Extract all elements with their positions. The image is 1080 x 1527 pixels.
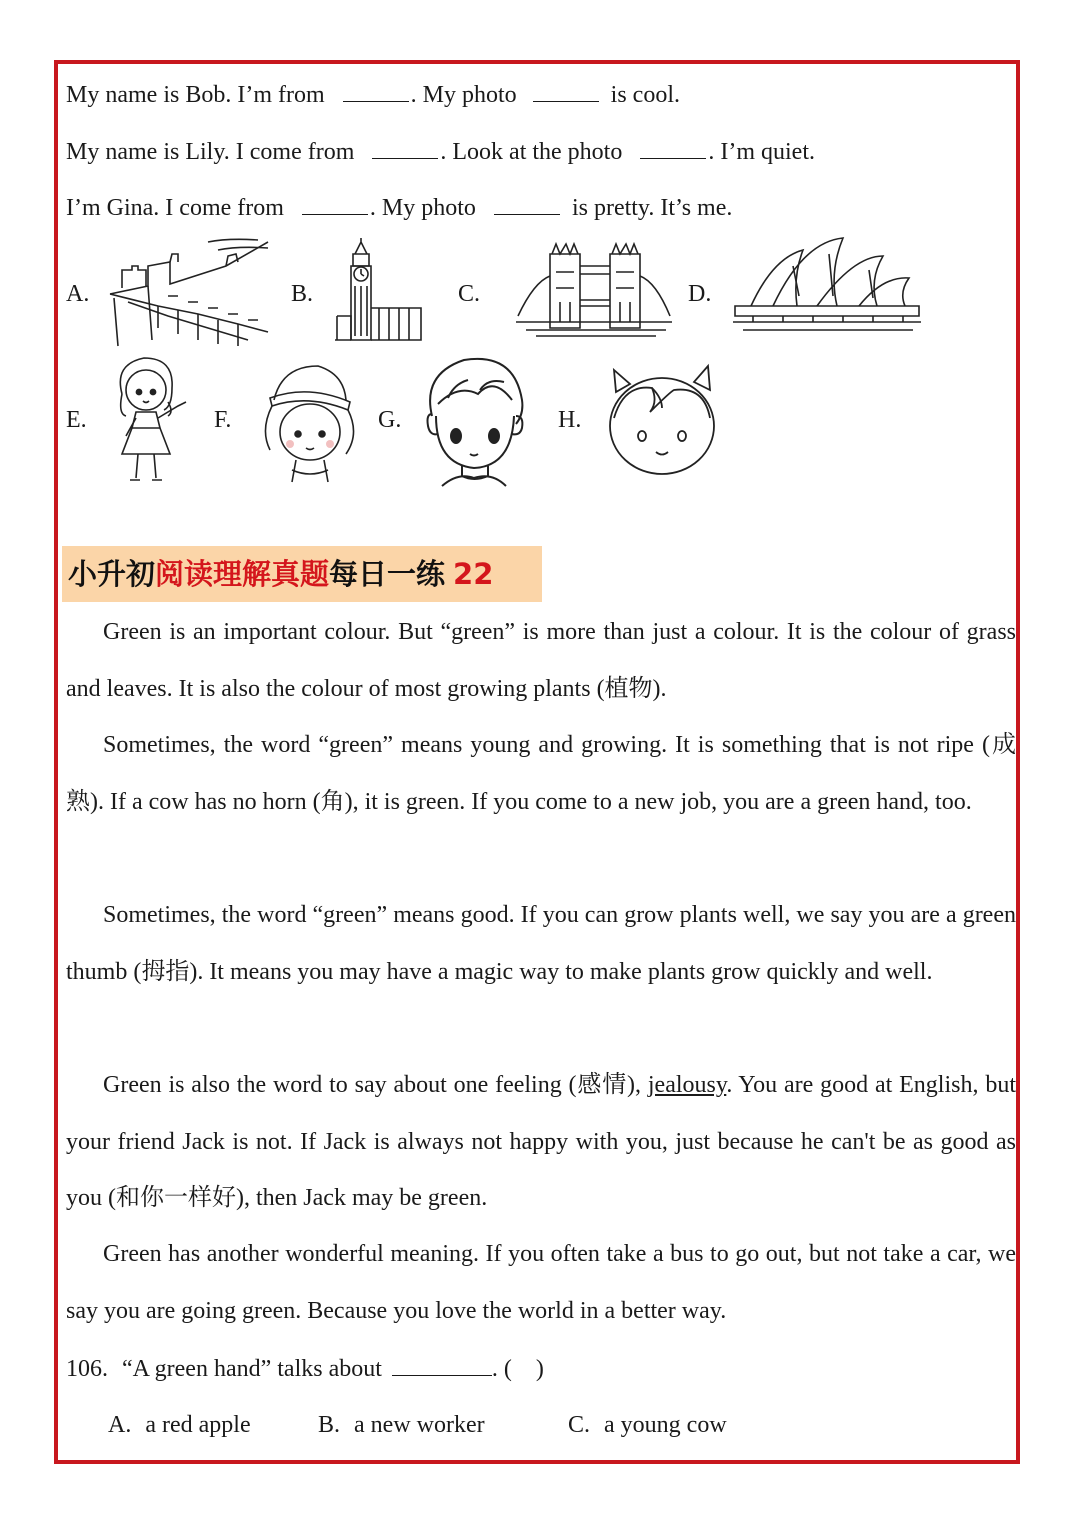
sentence-text: My name is Bob. I’m from — [66, 82, 325, 108]
girl-f-drawing — [256, 360, 356, 484]
paragraph-text: Green is an important colour. But “green” is more than just a colour. It is the colour of grass and leaves. It is also the colour of most growing plants (植物). — [66, 619, 1016, 702]
choice-text: a red apple — [145, 1412, 251, 1438]
match-sentence-1 — [66, 80, 680, 110]
sentence-text: My name is Lily. I come from — [66, 139, 355, 165]
choice-label: C. — [568, 1412, 591, 1438]
choice-label: B. — [318, 1412, 341, 1438]
question-number: 106. — [66, 1356, 108, 1382]
passage-paragraph-4 — [66, 1057, 1016, 1227]
answer-blank[interactable] — [640, 138, 706, 159]
option-label-d: D. — [688, 281, 712, 307]
sentence-text: I’m Gina. I come from — [66, 195, 284, 221]
girl-e-drawing — [108, 354, 194, 484]
option-label-e: E. — [66, 407, 87, 433]
heading-part: 每日一练 — [329, 557, 446, 591]
choice-text: a new worker — [354, 1412, 485, 1438]
option-label-b: B. — [291, 281, 314, 307]
option-label-h: H. — [558, 407, 582, 433]
answer-bracket[interactable]: . ( ) — [491, 1356, 544, 1382]
answer-blank[interactable] — [372, 138, 438, 159]
question-106 — [66, 1354, 544, 1384]
section-heading — [62, 546, 542, 602]
match-sentence-2 — [66, 137, 815, 167]
choice-c[interactable] — [568, 1410, 727, 1440]
answer-blank[interactable] — [494, 194, 560, 215]
choice-text: a young cow — [604, 1412, 727, 1438]
tower-bridge-drawing — [516, 242, 672, 338]
sentence-text: . My photo — [369, 195, 476, 221]
big-ben-drawing — [333, 236, 423, 344]
paragraph-text: . You are good at English, but your friend Jack is not. If Jack is always not happy with you, just because he can't be as good as you (和你一样好), then Jack may be green. — [66, 1072, 1016, 1211]
paragraph-text: Sometimes, the word “green” means good. If you can grow plants well, we say you are a green thumb (拇指). It means you may have a magic way to make plants grow quickly and well. — [66, 902, 1016, 985]
heading-number: 22 — [453, 557, 494, 591]
passage-paragraph-2 — [66, 717, 1016, 830]
paragraph-text: Green has another wonderful meaning. If you often take a bus to go out, but not take a car, we say you are going green. Because you love the world in a better way. — [66, 1241, 1016, 1324]
option-label-f: F. — [214, 407, 232, 433]
paragraph-text: Sometimes, the word “green” means young and growing. It is something that is not ripe (成熟). If a cow has no horn (角), it is green. If you come to a new job, you are a green hand, too. — [66, 732, 1016, 815]
option-label-a: A. — [66, 281, 90, 307]
choice-a[interactable] — [108, 1410, 251, 1440]
underlined-word: jealousy — [647, 1072, 727, 1098]
passage-paragraph-5 — [66, 1226, 1016, 1339]
answer-blank[interactable] — [302, 194, 368, 215]
girl-h-drawing — [604, 362, 720, 478]
sentence-text: . My photo — [410, 82, 517, 108]
option-label-g: G. — [378, 407, 402, 433]
sentence-text: is cool. — [610, 82, 680, 108]
match-sentence-3 — [66, 193, 732, 223]
passage-paragraph-3 — [66, 887, 1016, 1000]
choice-b[interactable] — [318, 1410, 485, 1440]
heading-part: 阅读理解真题 — [155, 557, 330, 591]
great-wall-drawing — [108, 236, 273, 348]
boy-g-drawing — [418, 354, 530, 488]
answer-blank[interactable] — [343, 81, 409, 102]
sentence-text: . I’m quiet. — [708, 139, 815, 165]
answer-blank[interactable] — [392, 1355, 492, 1376]
heading-part: 小升初 — [68, 557, 156, 591]
option-label-c: C. — [458, 281, 481, 307]
choice-label: A. — [108, 1412, 132, 1438]
question-text: “A green hand” talks about — [122, 1356, 382, 1382]
answer-blank[interactable] — [533, 81, 599, 102]
opera-house-drawing — [733, 236, 921, 344]
sentence-text: . Look at the photo — [440, 139, 623, 165]
paragraph-text: Green is also the word to say about one feeling (感情), — [103, 1072, 648, 1098]
passage-paragraph-1 — [66, 604, 1016, 717]
sentence-text: is pretty. It’s me. — [571, 195, 733, 221]
